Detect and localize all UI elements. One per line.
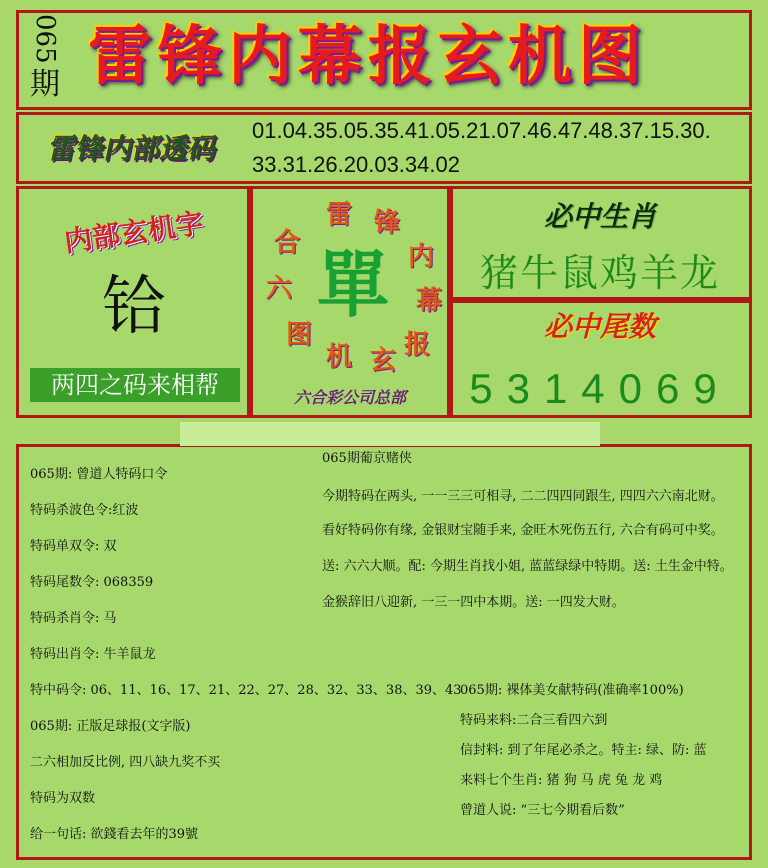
code-title: 雷锋内部透码 (45, 132, 221, 165)
left-line: 特码单双令: 双 (30, 539, 117, 554)
right-bottom-line: 065期: 裸体美女献特码(准确率100%) (460, 683, 684, 698)
right-top-line: 送: 六六大顺。配: 今期生肖找小姐, 蓝蓝绿绿中特期。送: 土生金中特。 (322, 559, 733, 574)
right-top-line: 金猴辞旧八迎新, 一三一四中本期。送: 一四发大财。 (322, 595, 625, 610)
ring-char: 合 (273, 228, 300, 258)
right-top-line: 今期特码在两头, 一一三三可相寻, 二二四四同跟生, 四四六六南北财。 (322, 489, 724, 504)
left-line: 给一句话: 欲錢看去年的39號 (30, 827, 199, 842)
issue-number (22, 14, 68, 110)
ring-char: 内 (407, 242, 434, 272)
ring-char: 玄 (369, 346, 396, 376)
company-name: 六合彩公司总部 (293, 388, 406, 407)
issue-number-text: 065 (30, 14, 60, 64)
left-line: 065期: 曾道人特码口令 (30, 467, 168, 482)
code-line-2: 33.31.26.20.03.34.02 (252, 152, 460, 177)
left-line: 065期: 正版足球报(文字版) (30, 719, 191, 734)
zodiac-value: 猪牛鼠鸡羊龙 (479, 251, 720, 295)
left-line: 特码为双数 (30, 791, 96, 806)
center-character: 單 (316, 242, 389, 327)
right-bottom-line: 特码来料:二合三看四六到 (460, 713, 608, 728)
left-line: 二六相加反比例, 四八缺九奖不买 (30, 755, 221, 770)
left-line: 特码杀肖令: 马 (30, 611, 117, 626)
inner-character: 铪 (102, 270, 166, 344)
issue-suffix: 期 (30, 66, 60, 102)
ring-char: 报 (403, 330, 430, 360)
ring-char: 锋 (373, 208, 400, 238)
left-line: 特中码令: 06、11、16、17、21、22、27、28、32、33、38、39、43 (30, 683, 462, 698)
ring-char: 机 (325, 342, 352, 372)
right-bottom-line: 信封料: 到了年尾必杀之。特主: 绿、防: 蓝 (460, 743, 707, 758)
left-line: 特码杀波色令:红波 (30, 503, 139, 518)
tail-value: 5314069 (469, 365, 731, 412)
left-line: 特码尾数令: 068359 (30, 575, 154, 590)
code-line-1: 01.04.35.05.35.41.05.21.07.46.47.48.37.15.30. (252, 118, 711, 143)
right-bottom-line: 来料七个生肖: 猪 狗 马 虎 兔 龙 鸡 (460, 773, 663, 788)
ring-char: 雷 (325, 200, 352, 230)
tail-title: 必中尾数 (543, 310, 656, 343)
inner-hint: 两四之码来相帮 (30, 368, 240, 402)
ring-char: 幕 (415, 286, 442, 316)
right-bottom-line: 曾道人说: “三七今期看后数” (460, 803, 625, 818)
ring-char: 六 (265, 274, 292, 304)
inner-box-title: 内部玄机字 (62, 206, 206, 259)
right-top-line: 看好特码你有缘, 金银财宝随手来, 金旺木死伤五行, 六合有码可中奖。 (322, 523, 724, 538)
zodiac-title: 必中生肖 (543, 200, 656, 233)
page-title: 雷锋内幕报玄机图 (88, 19, 648, 94)
left-line: 特码出肖令: 牛羊鼠龙 (30, 647, 156, 662)
divider-strip (180, 422, 600, 446)
ring-char: 图 (285, 320, 312, 350)
right-top-line: 065期葡京赌侠 (322, 451, 412, 466)
